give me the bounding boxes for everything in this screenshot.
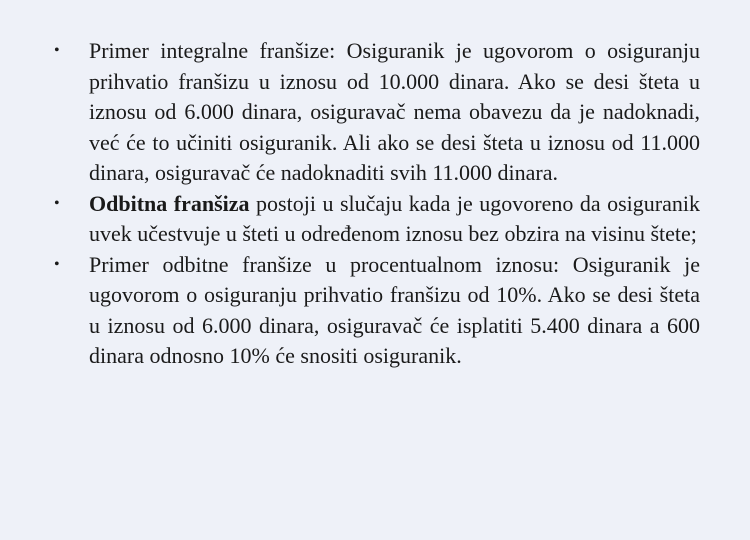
bullet-marker: • bbox=[54, 255, 60, 273]
bullet-term: Odbitna franšiza bbox=[89, 190, 250, 216]
bullet-item-integral-example bbox=[52, 36, 700, 189]
bullet-item-deductible-definition bbox=[52, 189, 700, 250]
bullet-body: Primer odbitne franšize u procentualnom iznosu: Osiguranik je ugovorom o osiguranju prihvatio franšizu od 10%. Ako se desi šteta u iznosu od 6.000 dinara, osiguravač će isplatiti 5.400 dinara a 600 dinara odnosno 10% će snositi osiguranik. bbox=[89, 251, 700, 368]
bullet-text bbox=[89, 36, 700, 189]
bullet-body: postoji u slučaju kada je ugovoreno da osiguranik uvek učestvuje u šteti u određenom iznosu bez obzira na visinu štete; bbox=[89, 190, 700, 246]
bullet-list bbox=[52, 36, 700, 372]
bullet-body: Primer integralne franšize: Osiguranik je ugovorom o osiguranju prihvatio franšizu u iznosu od 10.000 dinara. Ako se desi šteta u iznosu od 6.000 dinara, osiguravač nema obavezu da je nadoknadi, već će to učiniti osiguranik. Ali ako se desi šteta u iznosu od 11.000 dinara, osiguravač će nadoknaditi svih 11.000 dinara. bbox=[89, 38, 700, 185]
bullet-text bbox=[89, 189, 700, 250]
bullet-marker: • bbox=[54, 194, 60, 212]
bullet-marker: • bbox=[54, 42, 60, 59]
bullet-text bbox=[89, 250, 700, 372]
bullet-item-deductible-example bbox=[52, 250, 700, 372]
